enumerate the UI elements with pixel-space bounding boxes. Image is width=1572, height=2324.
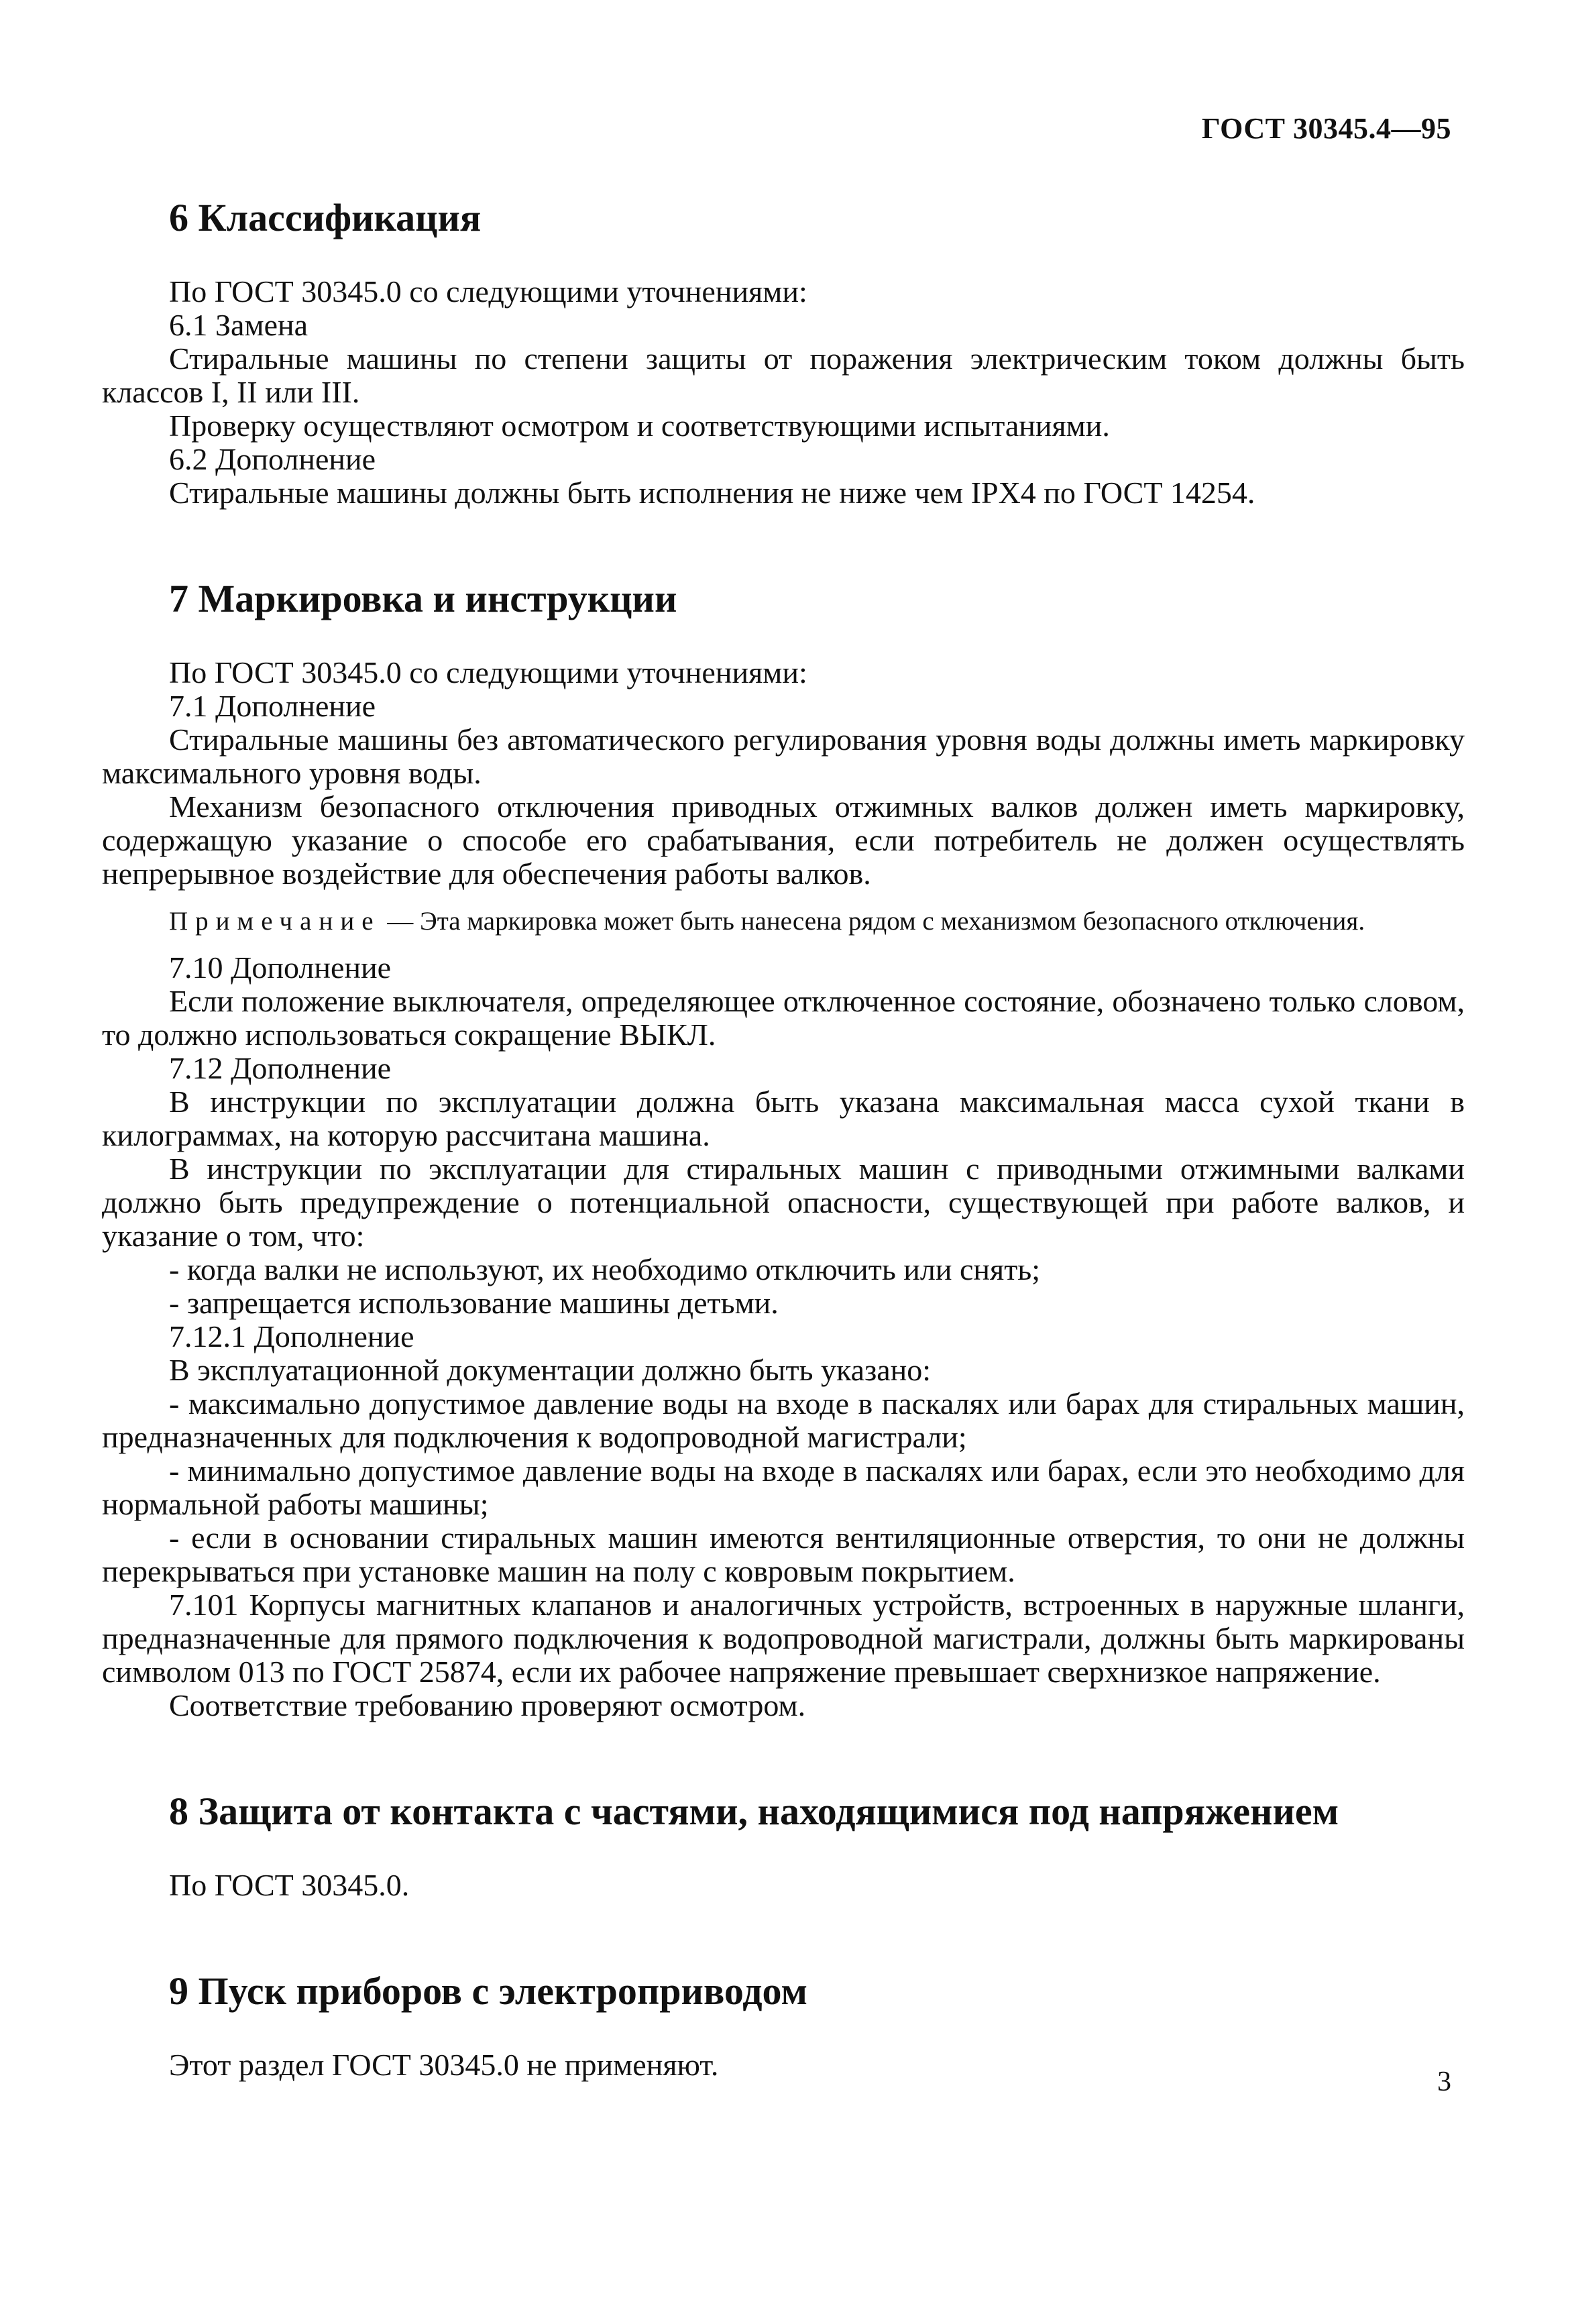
- clause-number: 6.2 Дополнение: [169, 442, 376, 476]
- note-text: — Эта маркировка может быть нанесена рядом с механизмом безопасного отключения.: [380, 907, 1365, 936]
- section-gap: [102, 1902, 1465, 1968]
- paragraph: 7.101 Корпусы магнитных клапанов и аналогичных устройств, встроенных в наружные шланги, предназначенные для прямого подключения к водопроводной магистрали, должны быть маркированы символом 013 по ГОСТ 25874, если их рабочее напряжение превышает сверхнизкое напряжение.: [102, 1588, 1465, 1689]
- clause-number: 7.1 Дополнение: [169, 689, 376, 723]
- paragraph: Механизм безопасного отключения приводных отжимных валков должен иметь маркировку, содержащую указание о способе его срабатывания, если потребитель не должен осуществлять непрерывное воздействие для обеспечения работы валков.: [102, 789, 1465, 891]
- list-item: - запрещается использование машины детьми.: [169, 1286, 779, 1320]
- section-gap: [102, 510, 1465, 575]
- paragraph: Этот раздел ГОСТ 30345.0 не применяют.: [169, 2048, 719, 2082]
- paragraph: По ГОСТ 30345.0 со следующими уточнениями:: [169, 655, 807, 689]
- list-item: - минимально допустимое давление воды на входе в паскалях или барах, если это необходимо для нормальной работы машины;: [102, 1453, 1465, 1521]
- paragraph: Стиральные машины должны быть исполнения не ниже чем IPX4 по ГОСТ 14254.: [169, 476, 1255, 510]
- page-number: 3: [1437, 2066, 1451, 2097]
- paragraph: По ГОСТ 30345.0.: [169, 1868, 410, 1902]
- paragraph: Проверку осуществляют осмотром и соответствующими испытаниями.: [169, 408, 1110, 443]
- paragraph: Соответствие требованию проверяют осмотром.: [169, 1688, 806, 1722]
- section-9-heading: 9 Пуск приборов с электроприводом: [169, 1969, 807, 2013]
- list-item: - когда валки не используют, их необходимо отключить или снять;: [169, 1252, 1041, 1286]
- paragraph: Если положение выключателя, определяющее отключенное состояние, обозначено только словом, то должно использоваться сокращение ВЫКЛ.: [102, 984, 1465, 1052]
- section-8-heading: 8 Защита от контакта с частями, находящимися под напряжением: [169, 1789, 1339, 1833]
- clause-number: 7.12 Дополнение: [169, 1051, 392, 1085]
- clause-number: 6.1 Замена: [169, 308, 308, 342]
- note-label: Примечание: [169, 907, 381, 936]
- paragraph: Стиральные машины по степени защиты от поражения электрическим током должны быть классов I, II или III.: [102, 341, 1465, 409]
- paragraph: В инструкции по эксплуатации для стиральных машин с приводными отжимными валками должно быть предупреждение о потенциальной опасности, существующей при работе валков, и указание о том, что:: [102, 1152, 1465, 1253]
- section-gap: [102, 1722, 1465, 1788]
- paragraph: По ГОСТ 30345.0 со следующими уточнениями:: [169, 274, 807, 309]
- document-body: [102, 195, 1465, 2082]
- list-item: - максимально допустимое давление воды на входе в паскалях или барах для стиральных машин, предназначенных для подключения к водопроводной магистрали;: [102, 1386, 1465, 1454]
- section-6-heading: 6 Классификация: [169, 196, 482, 239]
- clause-number: 7.12.1 Дополнение: [169, 1319, 414, 1353]
- section-7-heading: 7 Маркировка и инструкции: [169, 577, 677, 620]
- note: [102, 905, 1465, 938]
- paragraph: Стиральные машины без автоматического регулирования уровня воды должны иметь маркировку максимального уровня воды.: [102, 722, 1465, 790]
- clause-number: 7.10 Дополнение: [169, 950, 392, 985]
- standard-header: ГОСТ 30345.4—95: [1201, 112, 1451, 145]
- paragraph: В инструкции по эксплуатации должна быть указана максимальная масса сухой ткани в килограммах, на которую рассчитана машина.: [102, 1085, 1465, 1152]
- list-item: - если в основании стиральных машин имеются вентиляционные отверстия, то они не должны перекрываться при установке машин на полу с ковровым покрытием.: [102, 1520, 1465, 1588]
- paragraph: В эксплуатационной документации должно быть указано:: [169, 1353, 932, 1387]
